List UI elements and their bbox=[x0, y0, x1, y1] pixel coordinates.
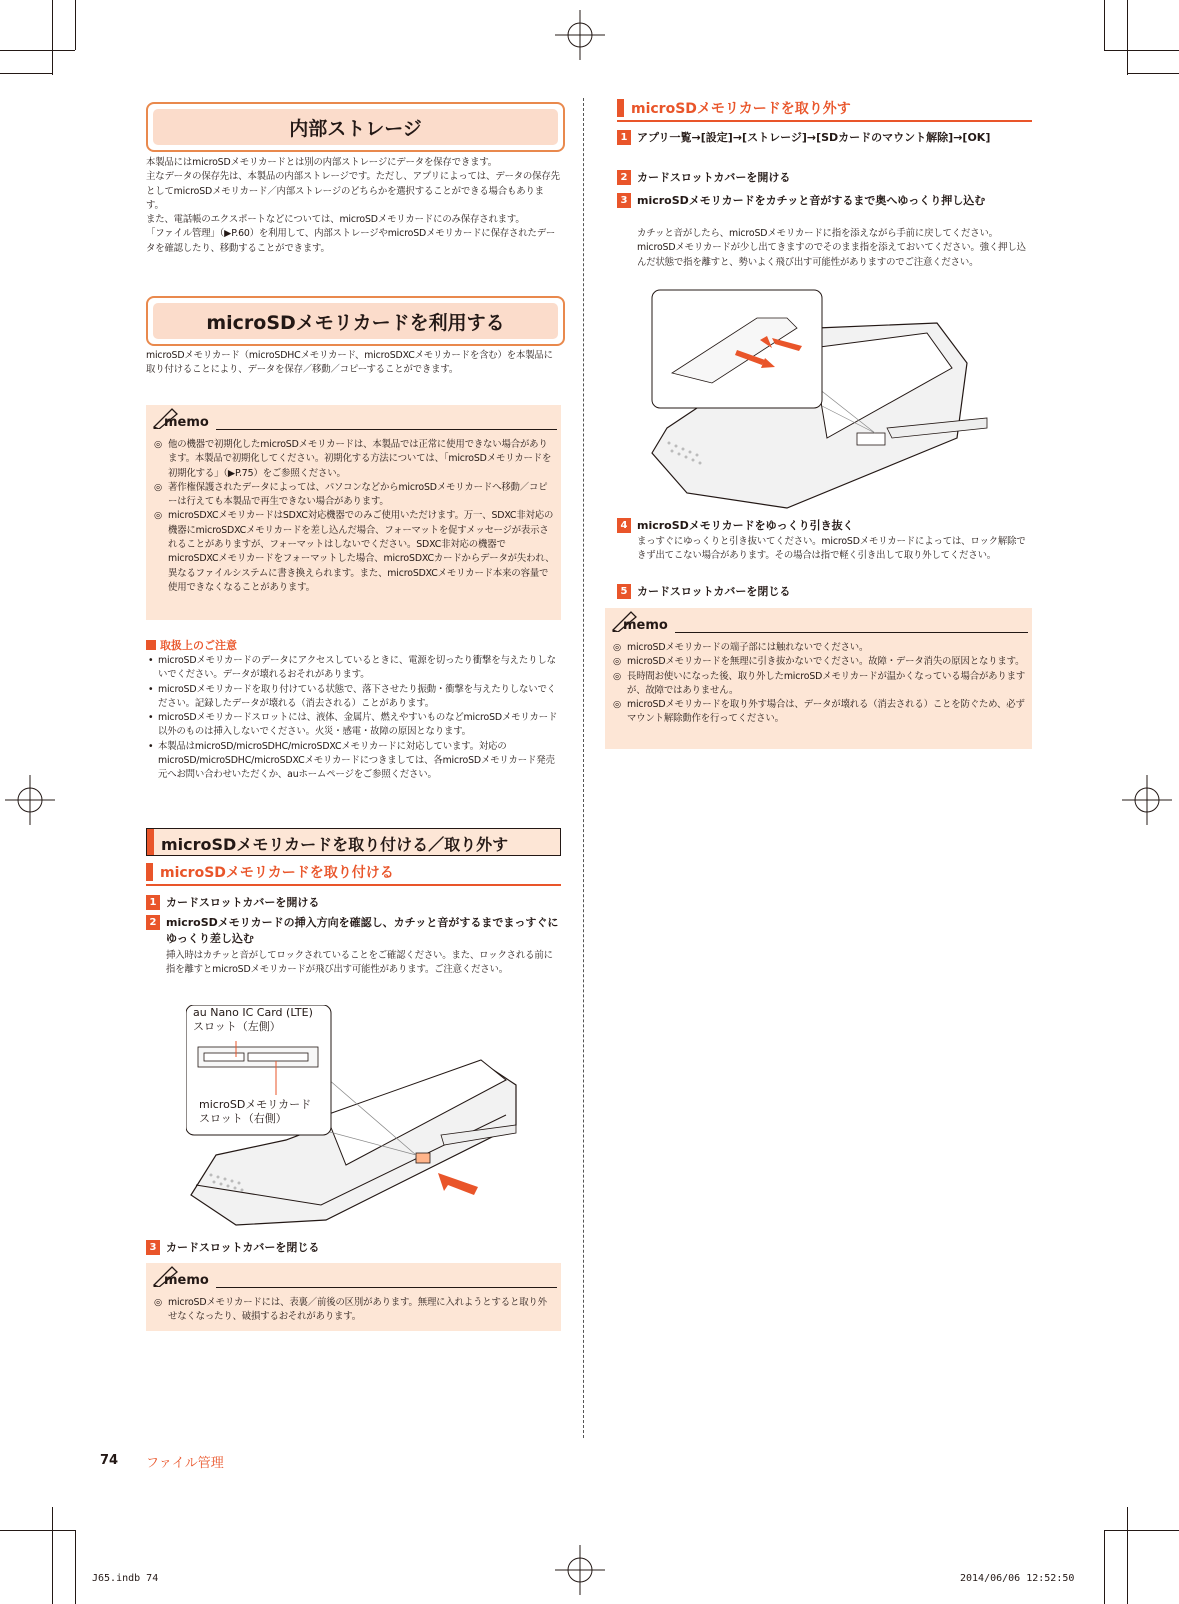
heading-rule bbox=[146, 884, 561, 886]
step-2 bbox=[146, 915, 561, 997]
step-description: 挿入時はカチッと音がしてロックされていることをご確認ください。また、ロックされる前に指を離すとmicroSDメモリカードが飛び出す可能性があります。ご注意ください。 bbox=[166, 950, 553, 976]
heading-tab bbox=[147, 829, 154, 855]
registration-mark-left bbox=[5, 775, 55, 825]
callout-line: スロット（右側） bbox=[199, 1112, 287, 1125]
internal-storage-body bbox=[146, 156, 561, 256]
callout-line: スロット（左側） bbox=[193, 1020, 281, 1033]
registration-mark-top bbox=[555, 10, 605, 60]
slug-timestamp: 2014/06/06 12:52:50 bbox=[960, 1573, 1075, 1584]
step-number: 5 bbox=[617, 584, 631, 599]
step-description: カチッと音がしたら、microSDメモリカードに指を添えながら手前に戻してください。microSDメモリカードが少し出てきますのでそのまま指を添えておいてください。強く押し込んだ状態で指を離すと、勢いよく飛び出す可能性がありますのでご注意ください。 bbox=[637, 228, 1026, 268]
step-title: microSDメモリカードの挿入方向を確認し、カチッと音がするまでまっすぐにゆっくり差し込む bbox=[166, 916, 559, 945]
step-title: カードスロットカバーを閉じる bbox=[637, 585, 791, 598]
memo-item: ◎ microSDメモリカードには、表裏／前後の区別があります。無理に入れようとすると取り外せなくなったり、破損するおそれがあります。 bbox=[154, 1296, 555, 1325]
step-number: 1 bbox=[146, 895, 160, 910]
memo-item: ◎ 他の機器で初期化したmicroSDメモリカードは、本製品では正常に使用できない場合があります。本製品で初期化してください。初期化する方法については、「microSDメモリカードを初期化する」（▶P.75）をご参照ください。 bbox=[154, 438, 555, 481]
memo-item: ◎ microSDメモリカードの端子部には触れないでください。 bbox=[613, 641, 1026, 655]
caution-heading bbox=[146, 637, 237, 653]
list-item: • microSDメモリカードのデータにアクセスしているときに、電源を切ったり衝撃を与えたりしないでください。データが壊れるおそれがあります。 bbox=[146, 654, 561, 683]
heading-text: microSDメモリカードを取り付ける／取り外す bbox=[161, 835, 509, 854]
memo-item: ◎ microSDメモリカードを無理に引き抜かないでください。故障・データ消失の原因となります。 bbox=[613, 655, 1026, 669]
memo-item: ◎ microSDXCメモリカードはSDXC対応機器でのみご使用いただけます。万一、SDXC非対応の機器にmicroSDXCメモリカードを差し込んだ場合、フォーマットを促すメッセージが表示されることがありますが、フォーマットはしないでください。SDXC非対応の機器でmicroSDXCメモリカードをフォーマットした場合、microSDXCカードからデータが失われ、異なるファイルシステムに書き換えられます。また、microSDXCメモリカード本来の容量で使用できなくなることがあります。 bbox=[154, 509, 555, 595]
step-number: 4 bbox=[617, 518, 631, 533]
heading-text: microSDメモリカードを利用する bbox=[206, 311, 505, 334]
heading-tab bbox=[146, 863, 153, 881]
memo-items bbox=[154, 1296, 555, 1325]
step-title: microSDメモリカードをゆっくり引き抜く bbox=[637, 519, 854, 532]
callout-sd-slot bbox=[199, 1098, 311, 1126]
paragraph: 主なデータの保存先は、本製品の内部ストレージです。ただし、アプリによっては、データの保存先としてmicroSDメモリカード／内部ストレージのどちらかを選択することができる場合もあります。 bbox=[146, 171, 560, 211]
list-item: • 本製品はmicroSD/microSDHC/microSDXCメモリカードに対応しています。対応のmicroSD/microSDHC/microSDXCメモリカードにつきましては、各microSDメモリカード発売元へお問い合わせいただくか、auホームページをご参照ください。 bbox=[146, 740, 561, 783]
heading-remove bbox=[617, 98, 1032, 120]
caution-title: 取扱上のご注意 bbox=[160, 639, 237, 652]
step-title: カードスロットカバーを開ける bbox=[166, 896, 320, 909]
heading-attach bbox=[146, 862, 561, 884]
heading-text: microSDメモリカードを取り付ける bbox=[160, 865, 394, 881]
step-title: カードスロットカバーを閉じる bbox=[166, 1241, 320, 1254]
list-item: • microSDメモリカードを取り付けている状態で、落下させたり振動・衝撃を与えたりしないでください。記録したデータが壊れる（消去される）ことがあります。 bbox=[146, 683, 561, 712]
section-label: ファイル管理 bbox=[146, 1456, 224, 1471]
step-2 bbox=[617, 170, 1032, 188]
heading-internal-storage bbox=[146, 102, 565, 152]
memo-label: memo bbox=[164, 1273, 209, 1288]
callout-ic-slot bbox=[193, 1006, 313, 1034]
memo-box-1 bbox=[146, 405, 561, 620]
paragraph: また、電話帳のエクスポートなどについては、microSDメモリカードにのみ保存されます。 bbox=[146, 214, 525, 226]
step-title: microSDメモリカードをカチッと音がするまで奥へゆっくり押し込む bbox=[637, 194, 986, 207]
memo-item: ◎ microSDメモリカードを取り外す場合は、データが壊れる（消去される）ことを防ぐため、必ずマウント解除動作を行ってください。 bbox=[613, 698, 1026, 727]
step-4 bbox=[617, 518, 1032, 578]
step-number: 3 bbox=[617, 193, 631, 208]
step-1 bbox=[146, 895, 561, 913]
memo-label: memo bbox=[623, 618, 668, 633]
page-number: 74 bbox=[100, 1453, 119, 1468]
step-number: 2 bbox=[617, 170, 631, 185]
paragraph: 「ファイル管理」（▶P.60）を利用して、内部ストレージやmicroSDメモリカードに保存されたデータを確認したり、移動することができます。 bbox=[146, 228, 556, 254]
slug-file: J65.indb 74 bbox=[92, 1573, 159, 1584]
memo-rule bbox=[675, 632, 1028, 633]
heading-use-sd bbox=[146, 296, 565, 346]
step-title: カードスロットカバーを開ける bbox=[637, 171, 791, 184]
heading-text: microSDメモリカードを取り外す bbox=[631, 101, 851, 117]
use-sd-body bbox=[146, 349, 561, 378]
phone-remove-illustration bbox=[647, 288, 1007, 513]
caution-list bbox=[146, 654, 561, 783]
registration-mark-right bbox=[1122, 775, 1172, 825]
memo-items bbox=[613, 641, 1026, 727]
heading-text: 内部ストレージ bbox=[289, 117, 422, 140]
step-3 bbox=[617, 193, 1032, 288]
callout-line: microSDメモリカード bbox=[199, 1098, 312, 1111]
paragraph: microSDメモリカード（microSDHCメモリカード、microSDXCメモリカードを含む）を本製品に取り付けることにより、データを保存／移動／コピーすることができます。 bbox=[146, 350, 553, 376]
step-1 bbox=[617, 130, 1032, 164]
heading-attach-remove bbox=[146, 828, 561, 856]
step-number: 3 bbox=[146, 1240, 160, 1255]
memo-box-2 bbox=[146, 1263, 561, 1331]
step-3 bbox=[146, 1240, 561, 1258]
memo-rule bbox=[216, 429, 557, 430]
step-number: 1 bbox=[617, 130, 631, 145]
memo-item: ◎ 長時間お使いになった後、取り外したmicroSDメモリカードが温かくなっている場合がありますが、故障ではありません。 bbox=[613, 670, 1026, 699]
paragraph: 本製品にはmicroSDメモリカードとは別の内部ストレージにデータを保存できます。 bbox=[146, 157, 498, 168]
callout-line: au Nano IC Card (LTE) bbox=[193, 1006, 313, 1019]
heading-tab bbox=[617, 99, 624, 117]
step-number: 2 bbox=[146, 915, 160, 930]
step-5 bbox=[617, 584, 1032, 602]
step-title: アプリ一覧→[設定]→[ストレージ]→[SDカードのマウント解除]→[OK] bbox=[637, 131, 991, 144]
square-icon bbox=[146, 640, 156, 650]
list-item: • microSDメモリカードスロットには、液体、金属片、燃えやすいものなどmicroSDメモリカード以外のものは挿入しないでください。火災・感電・故障の原因となります。 bbox=[146, 711, 561, 740]
memo-rule bbox=[216, 1287, 557, 1288]
registration-mark-bottom bbox=[555, 1545, 605, 1595]
step-description: まっすぐにゆっくりと引き抜いてください。microSDメモリカードによっては、ロック解除できず出てこない場合があります。その場合は指で軽く引き出して取り外してください。 bbox=[637, 536, 1026, 562]
column-divider bbox=[583, 98, 584, 1438]
memo-box-3 bbox=[605, 608, 1032, 749]
memo-item: ◎ 著作権保護されたデータによっては、パソコンなどからmicroSDメモリカードへ移動／コピーは行えても本製品で再生できない場合があります。 bbox=[154, 481, 555, 510]
heading-rule bbox=[617, 120, 1032, 122]
memo-items bbox=[154, 438, 555, 595]
memo-label: memo bbox=[164, 415, 209, 430]
